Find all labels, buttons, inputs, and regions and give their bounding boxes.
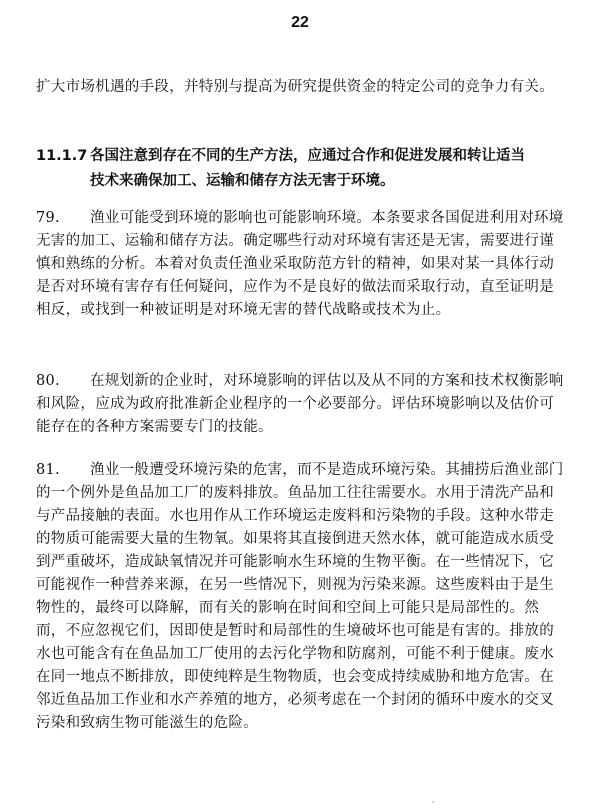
paragraph-79 xyxy=(36,207,564,322)
paragraph-number: 81. xyxy=(36,462,60,478)
paragraph-80 xyxy=(36,370,564,439)
paragraph-text: 渔业一般遭受环境污染的危害，而不是造成环境污染。其捕捞后渔业部门的一个例外是鱼品加工厂的废料排放。鱼品加工往往需要水。水用于清洗产品和与产品接触的表面。水也用作从工作环境运走废料和污染物的手段。这种水带走的物质可能需要大量的生物氧。如果将其直接倒进天然水体，就可能造成水质受到严重破坏，造成缺氧情况并可能影响水生环境的生物平衡。在一些情况下，它可能视作一种营养来源，在另一些情况下，则视为污染来源。这些废料由于是生物性的，最终可以降解，而有关的影响在时间和空间上可能只是局部性的。然而，不应忽视它们，因即使是暂时和局部性的生境破坏也可能是有害的。排放的水也可能含有在鱼品加工厂使用的去污化学物和防腐剂，可能不利于健康。废水在同一地点不断排放，即使纯粹是生物物质，也会变成持续威胁和地方危害。在邻近鱼品加工作业和水产养殖的地方，必须考虑在一个封闭的循环中废水的交叉污染和致病生物可能滋生的危险。 xyxy=(36,462,564,731)
paragraph-text: 渔业可能受到环境的影响也可能影响环境。本条要求各国促进利用对环境无害的加工、运输和储存方法。确定哪些行动对环境有害还是无害，需要进行谨慎和熟练的分析。本着对负责任渔业采取防范方针的精神，如果对某一具体行动是否对环境有害存有任何疑问，应作为不是良好的做法而采取行动，直至证明是相反，或找到一种被证明是对环境无害的替代战略或技术为止。 xyxy=(36,210,564,318)
section-heading-line1: 各国注意到存在不同的生产方法，应通过合作和促进发展和转让适当 xyxy=(90,148,525,164)
intro-paragraph: 扩大市场机遇的手段，并特别与提高为研究提供资金的特定公司的竞争力有关。 xyxy=(36,79,554,95)
page-number: 22 xyxy=(291,14,309,31)
section-number: 11.1.7 xyxy=(36,148,88,164)
paragraph-number: 80. xyxy=(36,373,60,389)
paragraph-81 xyxy=(36,459,564,735)
section-heading xyxy=(36,144,566,194)
section-heading-line2: 技术来确保加工、运输和储存方法无害于环境。 xyxy=(90,173,395,189)
paragraph-number: 79. xyxy=(36,210,60,226)
scan-speck xyxy=(432,801,434,803)
paragraph-text: 在规划新的企业时，对环境影响的评估以及从不同的方案和技术权衡影响和风险，应成为政府批准新企业程序的一个必要部分。评估环境影响以及估价可能存在的各种方案需要专门的技能。 xyxy=(36,373,564,435)
